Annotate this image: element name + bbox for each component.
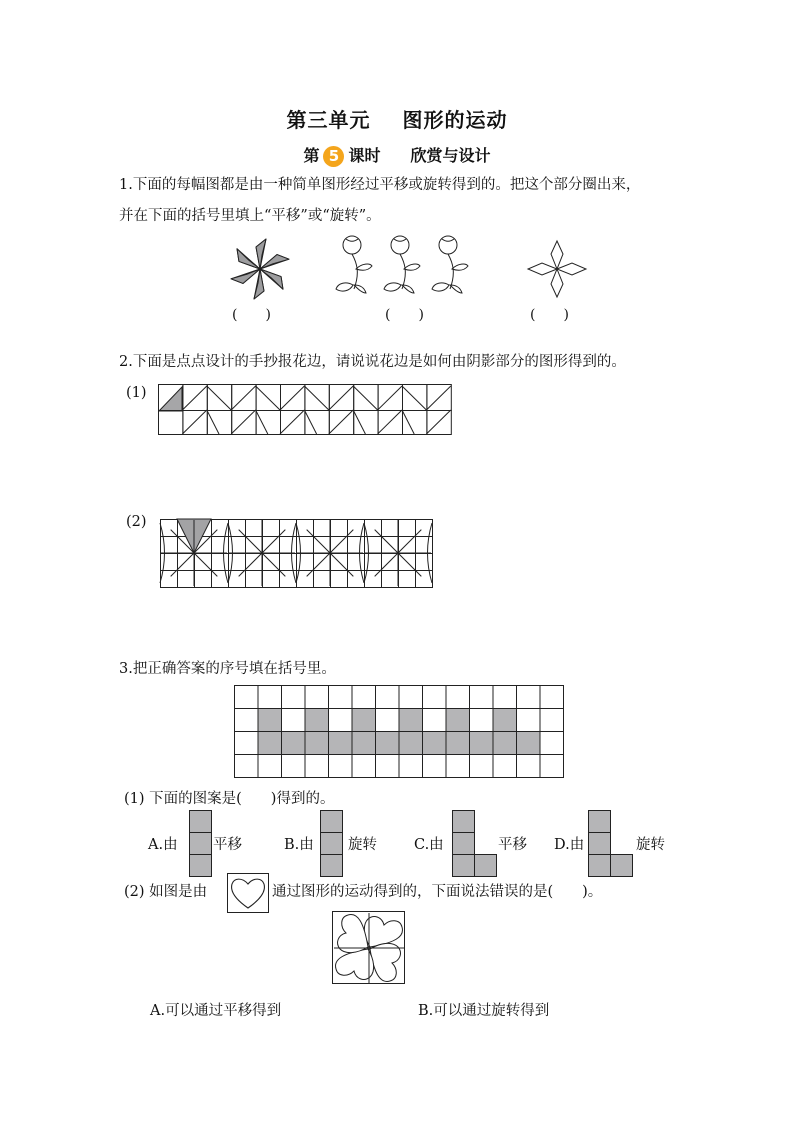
unit-title: 图形的运动 <box>402 108 508 132</box>
q1-blank-3[interactable]: ( ) <box>530 307 569 323</box>
unit-label: 第三单元 <box>286 108 371 132</box>
option-d-shape <box>588 810 634 878</box>
q3-sub2-prompt-b: 通过图形的运动得到的，下面说法错误的是( )。 <box>272 884 603 900</box>
lesson-title: 欣赏与设计 <box>410 146 491 165</box>
option-a-letter[interactable]: A.由 <box>148 837 178 853</box>
heart-flower-figure <box>332 911 406 985</box>
q3-prompt: 3.把正确答案的序号填在括号里。 <box>119 661 336 677</box>
q3-sub2-option-b[interactable]: B.可以通过旋转得到 <box>418 1003 550 1019</box>
option-b-letter[interactable]: B.由 <box>284 837 314 853</box>
page-title <box>0 104 794 133</box>
diamond-flower-figure <box>524 239 590 299</box>
option-a-action: 平移 <box>213 837 242 853</box>
option-d-action: 旋转 <box>636 837 665 853</box>
option-b-shape <box>320 810 344 878</box>
lesson-subtitle <box>0 143 794 167</box>
q3-sub1-prompt: (1) 下面的图案是( )得到的。 <box>124 791 335 807</box>
border-pattern-1 <box>158 384 452 436</box>
option-d-letter[interactable]: D.由 <box>554 837 585 853</box>
q3-sub2-option-a[interactable]: A.可以通过平移得到 <box>150 1003 282 1019</box>
lesson-prefix: 第 <box>303 146 320 165</box>
pinwheel-figure <box>222 236 298 302</box>
option-c-shape <box>452 810 498 878</box>
heart-tile-icon <box>227 873 269 913</box>
q1-blank-2[interactable]: ( ) <box>385 307 424 323</box>
q2-prompt: 2.下面是点点设计的手抄报花边，请说说花边是如何由阴影部分的图形得到的。 <box>119 354 626 370</box>
q2-part1-label: (1) <box>126 385 147 401</box>
option-c-action: 平移 <box>498 837 527 853</box>
border-pattern-2 <box>160 519 434 589</box>
option-b-action: 旋转 <box>348 837 377 853</box>
lesson-suffix: 课时 <box>348 146 381 165</box>
q2-part2-label: (2) <box>126 514 147 530</box>
lesson-number-badge: 5 <box>323 146 344 167</box>
q3-sub2-prompt-a: (2) 如图是由 <box>124 884 208 900</box>
pattern-grid <box>234 685 564 779</box>
option-c-letter[interactable]: C.由 <box>414 837 444 853</box>
option-a-shape <box>189 810 213 878</box>
flower-row-figure <box>332 233 482 299</box>
q1-prompt-line2: 并在下面的括号里填上“平移”或“旋转”。 <box>119 208 381 224</box>
q1-blank-1[interactable]: ( ) <box>232 307 271 323</box>
q1-prompt-line1: 1.下面的每幅图都是由一种简单图形经过平移或旋转得到的。把这个部分圈出来， <box>119 177 641 193</box>
